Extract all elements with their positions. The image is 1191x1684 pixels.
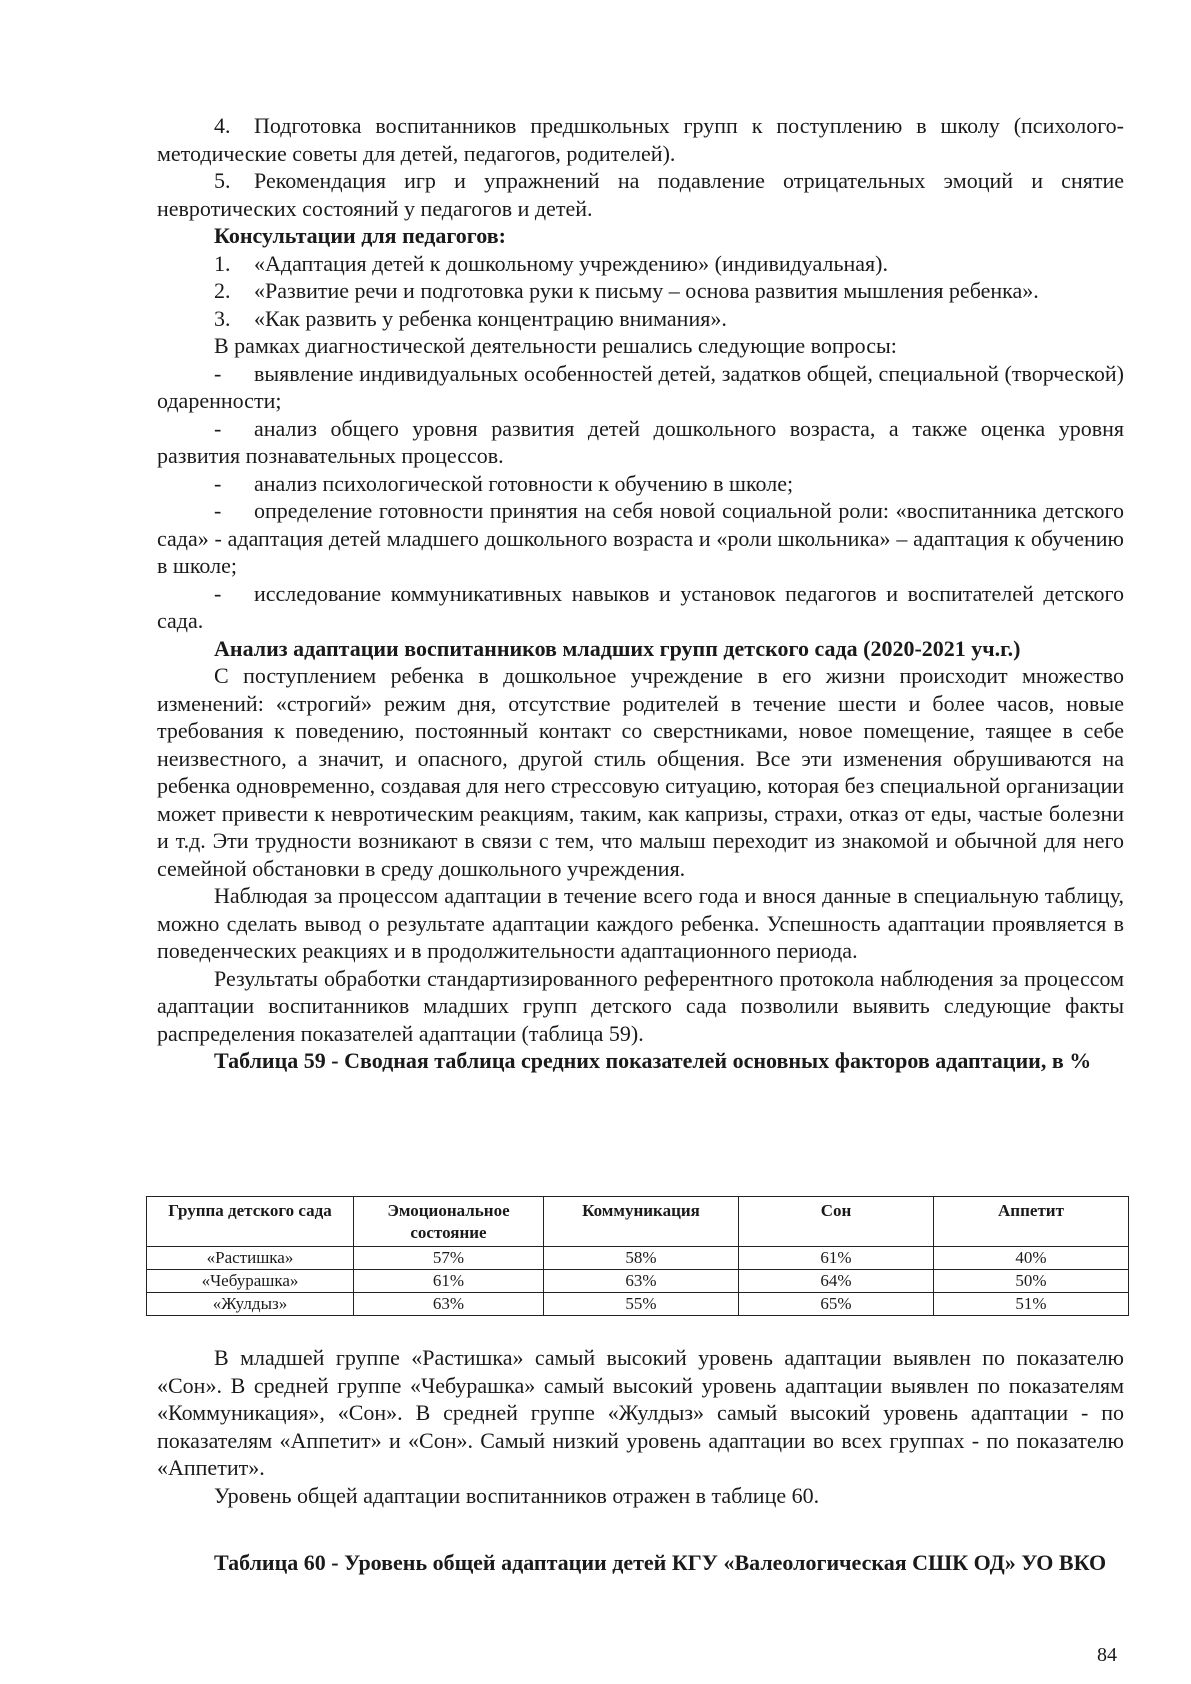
table-header-row [147,1197,1129,1247]
table-cell: 51% [934,1293,1129,1316]
list-item [157,305,1124,333]
bullet-dash: - [214,415,222,441]
table-cell: 64% [739,1270,934,1293]
list-item [157,277,1124,305]
table-cell: 55% [544,1293,739,1316]
bullet-item [157,497,1124,580]
bullet-dash: - [214,580,222,606]
column-header: Сон [739,1197,934,1247]
bullet-text: определение готовности принятия на себя новой социальной роли: «воспитанника детского сада» - адаптация детей младшего дошкольного возраста и «роли школьника» – адаптация к обучению в школе; [157,498,1124,578]
item-number: 1. [214,250,231,276]
spacer [157,1509,1124,1549]
column-header: Коммуникация [544,1197,739,1247]
bullet-dash: - [214,360,222,386]
column-header: Аппетит [934,1197,1129,1247]
list-item [157,250,1124,278]
table-row [147,1293,1129,1316]
table-cell: 50% [934,1270,1129,1293]
table-cell: «Чебурашка» [147,1270,354,1293]
list-item [157,167,1124,222]
paragraph: В младшей группе «Растишка» самый высокий уровень адаптации выявлен по показателю «Сон». В средней группе «Чебурашка» самый высокий уровень адаптации выявлен по показателям «Коммуникация», «Сон». В средней группе «Жулдыз» самый высокий уровень адаптации - по показателям «Аппетит» и «Сон». Самый низкий уровень адаптации во всех группах - по показателю «Аппетит». [157,1345,1124,1480]
table-row [147,1247,1129,1270]
table59-wrapper [146,1196,1128,1316]
bullet-item [157,580,1124,635]
table-cell: 63% [354,1293,544,1316]
paragraph: Уровень общей адаптации воспитанников отражен в таблице 60. [214,1482,820,1508]
paragraph: Наблюдая за процессом адаптации в течение всего года и внося данные в специальную таблицу, можно сделать вывод о результате адаптации каждого ребенка. Успешность адаптации проявляется в поведенческих реакциях и в продолжительности адаптационного периода. [157,883,1124,963]
bullet-item [157,360,1124,415]
item-text: «Как развить у ребенка концентрацию внимания». [254,305,727,331]
item-number: 2. [214,278,231,303]
table-cell: 65% [739,1293,934,1316]
bullet-text: анализ общего уровня развития детей дошкольного возраста, а также оценка уровня развития познавательных процессов. [157,415,1124,468]
table-cell: «Жулдыз» [147,1293,354,1316]
consult-heading: Консультации для педагогов: [214,223,506,248]
analysis-heading: Анализ адаптации воспитанников младших групп детского сада (2020-2021 уч.г.) [214,635,1021,661]
paragraph: Результаты обработки стандартизированного референтного протокола наблюдения за процессом адаптации воспитанников младших групп детского сада позволили выявить следующие факты распределения показателей адаптации (таблица 59). [157,965,1124,1046]
column-header: Эмоциональное состояние [354,1197,544,1247]
table59 [146,1196,1129,1316]
item-number: 3. [214,305,231,331]
bullet-text: выявление индивидуальных особенностей детей, задатков общей, специальной (творческой) одаренности; [157,360,1124,413]
table-cell: 61% [739,1247,934,1270]
table59-caption: Таблица 59 - Сводная таблица средних показателей основных факторов адаптации, в % [214,1048,1092,1073]
table60-caption: Таблица 60 - Уровень общей адаптации детей КГУ «Валеологическая СШК ОД» УО ВКО [214,1550,1107,1575]
item-number: 4. [214,113,231,138]
text-after-table [157,1344,1124,1577]
bullet-dash: - [214,470,222,496]
table-cell: 40% [934,1247,1129,1270]
table-cell: 61% [354,1270,544,1293]
item-text: «Адаптация детей к дошкольному учреждению» (индивидуальная). [254,250,888,276]
table-cell: «Растишка» [147,1247,354,1270]
item-number: 5. [214,168,231,193]
item-text: Рекомендация игр и упражнений на подавление отрицательных эмоций и снятие невротических состояний у педагогов и детей. [157,168,1124,221]
main-text [157,112,1124,1075]
diag-intro: В рамках диагностической деятельности решались следующие вопросы: [214,333,897,358]
table-cell: 58% [544,1247,739,1270]
bullet-item [157,470,1124,498]
paragraph: С поступлением ребенка в дошкольное учреждение в его жизни происходит множество изменений: «строгий» режим дня, отсутствие родителей в течение шести и более часов, новые требования к поведению, постоянный контакт со сверстниками, новое помещение, таящее в себе неизвестного, а значит, и опасного, другой стиль общения. Все эти изменения обрушиваются на ребенка одновременно, создавая для него стрессовую ситуацию, которая без специальной организации может привести к невротическим реакциям, таким, как капризы, страхи, отказ от еды, частые болезни и т.д. Эти трудности возникают в связи с тем, что малыш переходит из знакомой и обычной для него семейной обстановки в среду дошкольного учреждения. [157,663,1124,881]
bullet-item [157,415,1124,470]
table-cell: 63% [544,1270,739,1293]
item-text: «Развитие речи и подготовка руки к письму – основа развития мышления ребенка». [254,278,1039,303]
column-header: Группа детского сада [147,1197,354,1247]
bullet-text: исследование коммуникативных навыков и установок педагогов и воспитателей детского сада. [157,580,1124,633]
table-cell: 57% [354,1247,544,1270]
page-number: 84 [1097,1644,1117,1666]
list-item [157,112,1124,167]
bullet-dash: - [214,498,222,523]
table-row [147,1270,1129,1293]
item-text: Подготовка воспитанников предшкольных групп к поступлению в школу (психолого-методические советы для детей, педагогов, родителей). [157,113,1124,166]
bullet-text: анализ психологической готовности к обучению в школе; [254,470,794,496]
